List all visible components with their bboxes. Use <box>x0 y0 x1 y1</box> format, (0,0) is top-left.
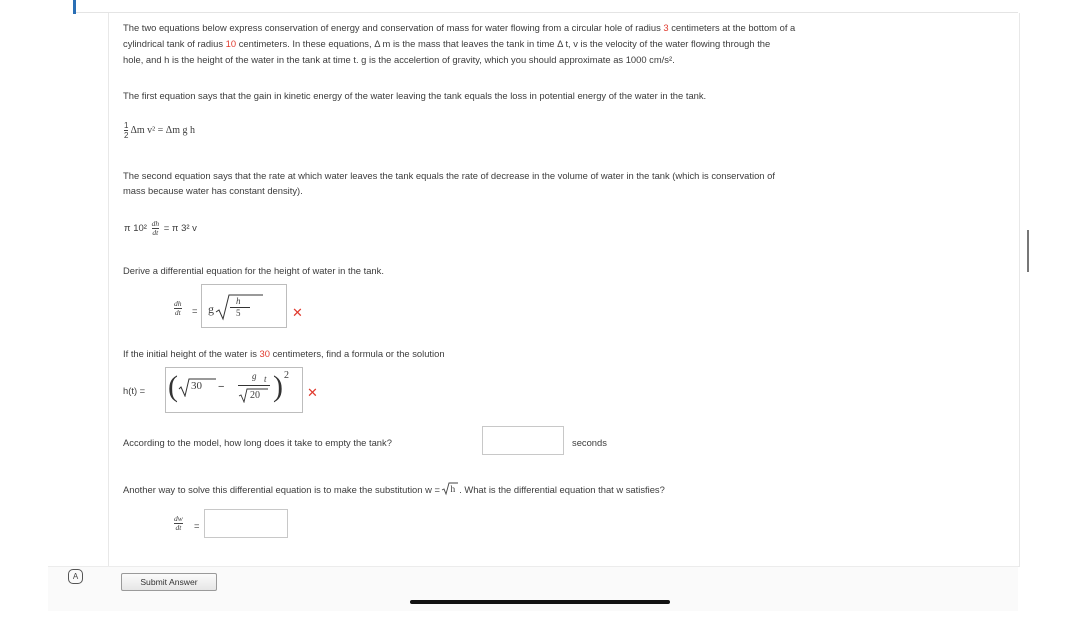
intro-text: centimeters at the bottom of a <box>668 22 796 33</box>
intro-line-2 <box>123 36 770 52</box>
q4-dt: dt <box>175 523 182 532</box>
accessibility-badge-icon[interactable]: A <box>68 569 83 584</box>
q3-unit: seconds <box>572 437 607 448</box>
q3-answer-input[interactable] <box>482 426 564 455</box>
submit-answer-button[interactable]: Submit Answer <box>121 573 217 591</box>
q1-answer-field[interactable] <box>201 284 287 328</box>
energy-equation-text: Δm v² = Δm g h <box>130 125 196 137</box>
q4-sqrt-h-value: h <box>450 484 456 495</box>
mass-description-1: The second equation says that the rate at which water leaves the tank equals the rate of decrease in the volume of water in the tank (which is conservation of <box>123 170 775 181</box>
q2-exponent: 2 <box>284 370 289 381</box>
q4-dw: dw <box>174 514 183 523</box>
q2-label: h(t) = <box>123 385 146 396</box>
q2-right-paren: ) <box>273 370 283 403</box>
dh-numerator: dh <box>151 219 160 228</box>
scrollbar-indicator[interactable] <box>1027 230 1029 272</box>
q4-sqrt-h <box>443 486 457 496</box>
dh-dt-fraction <box>152 220 160 237</box>
tank-radius-value: 10 <box>225 38 237 49</box>
q2-frac-g: g <box>252 371 257 381</box>
half-denominator: 2 <box>124 131 129 140</box>
half-numerator: 1 <box>124 121 129 130</box>
q1-answer-g: g <box>208 302 214 316</box>
q4-prompt-text: . What is the differential equation that w satisfies? <box>456 484 665 495</box>
q4-sqrt-symbol <box>441 482 459 496</box>
q3-prompt: According to the model, how long does it take to empty the tank? <box>123 437 392 448</box>
intro-text: centimeters. In these equations, Δ m is the mass that leaves the tank in time Δ t, v is the velocity of the water flowing through the <box>236 38 771 49</box>
intro-text: The two equations below express conservation of energy and conservation of mass for water flowing from a circular hole of radius <box>123 22 664 33</box>
q4-prompt-text: Another way to solve this differential equation is to make the substitution w = <box>123 484 443 495</box>
dt-denominator: dt <box>152 228 159 237</box>
mass-equation <box>124 220 197 237</box>
mass-equation-left: π 10² <box>124 223 147 235</box>
intro-line-3: hole, and h is the height of the water in the tank at time t. g is the accelertion of gravity, which you should approximate as 1000 cm/s². <box>123 54 675 65</box>
intro-text: cylindrical tank of radius <box>123 38 226 49</box>
mass-description-2: mass because water has constant density). <box>123 185 303 196</box>
q4-prompt <box>123 482 665 498</box>
hole-radius-value: 3 <box>663 22 669 33</box>
q2-sqrt-value: 30 <box>191 380 202 392</box>
q4-lhs-fraction <box>174 515 183 532</box>
q2-answer-field[interactable] <box>165 367 303 413</box>
q2-incorrect-icon: ✕ <box>307 385 318 400</box>
q2-minus: − <box>218 381 225 393</box>
q2-fraction-bar <box>238 385 270 386</box>
q2-prompt-text: If the initial height of the water is <box>123 348 260 359</box>
q1-answer-denominator: 5 <box>236 308 241 318</box>
energy-equation <box>124 121 195 140</box>
q1-dt: dt <box>174 308 181 317</box>
q2-left-paren: ( <box>168 370 178 403</box>
q1-prompt: Derive a differential equation for the height of water in the tank. <box>123 265 384 276</box>
q1-incorrect-icon: ✕ <box>292 305 303 320</box>
half-fraction <box>124 121 128 140</box>
q1-answer-numerator: h <box>236 296 241 306</box>
q2-frac-t: t <box>264 374 267 384</box>
q1-lhs-fraction <box>174 300 182 317</box>
initial-height-value: 30 <box>259 348 270 359</box>
energy-description: The first equation says that the gain in kinetic energy of the water leaving the tank equals the loss in potential energy of the water in the tank. <box>123 90 707 101</box>
home-indicator-bar[interactable] <box>410 600 670 604</box>
q1-equals: = <box>192 305 198 316</box>
q1-dh: dh <box>174 299 182 308</box>
q2-den-value: 20 <box>250 390 260 401</box>
q4-equals: = <box>194 520 200 531</box>
intro-line-1 <box>123 20 795 36</box>
q4-answer-input[interactable] <box>204 509 288 538</box>
q2-prompt-text: centimeters, find a formula or the solution <box>269 348 445 359</box>
q2-prompt <box>123 346 445 362</box>
mass-equation-right: = π 3² v <box>163 223 197 235</box>
